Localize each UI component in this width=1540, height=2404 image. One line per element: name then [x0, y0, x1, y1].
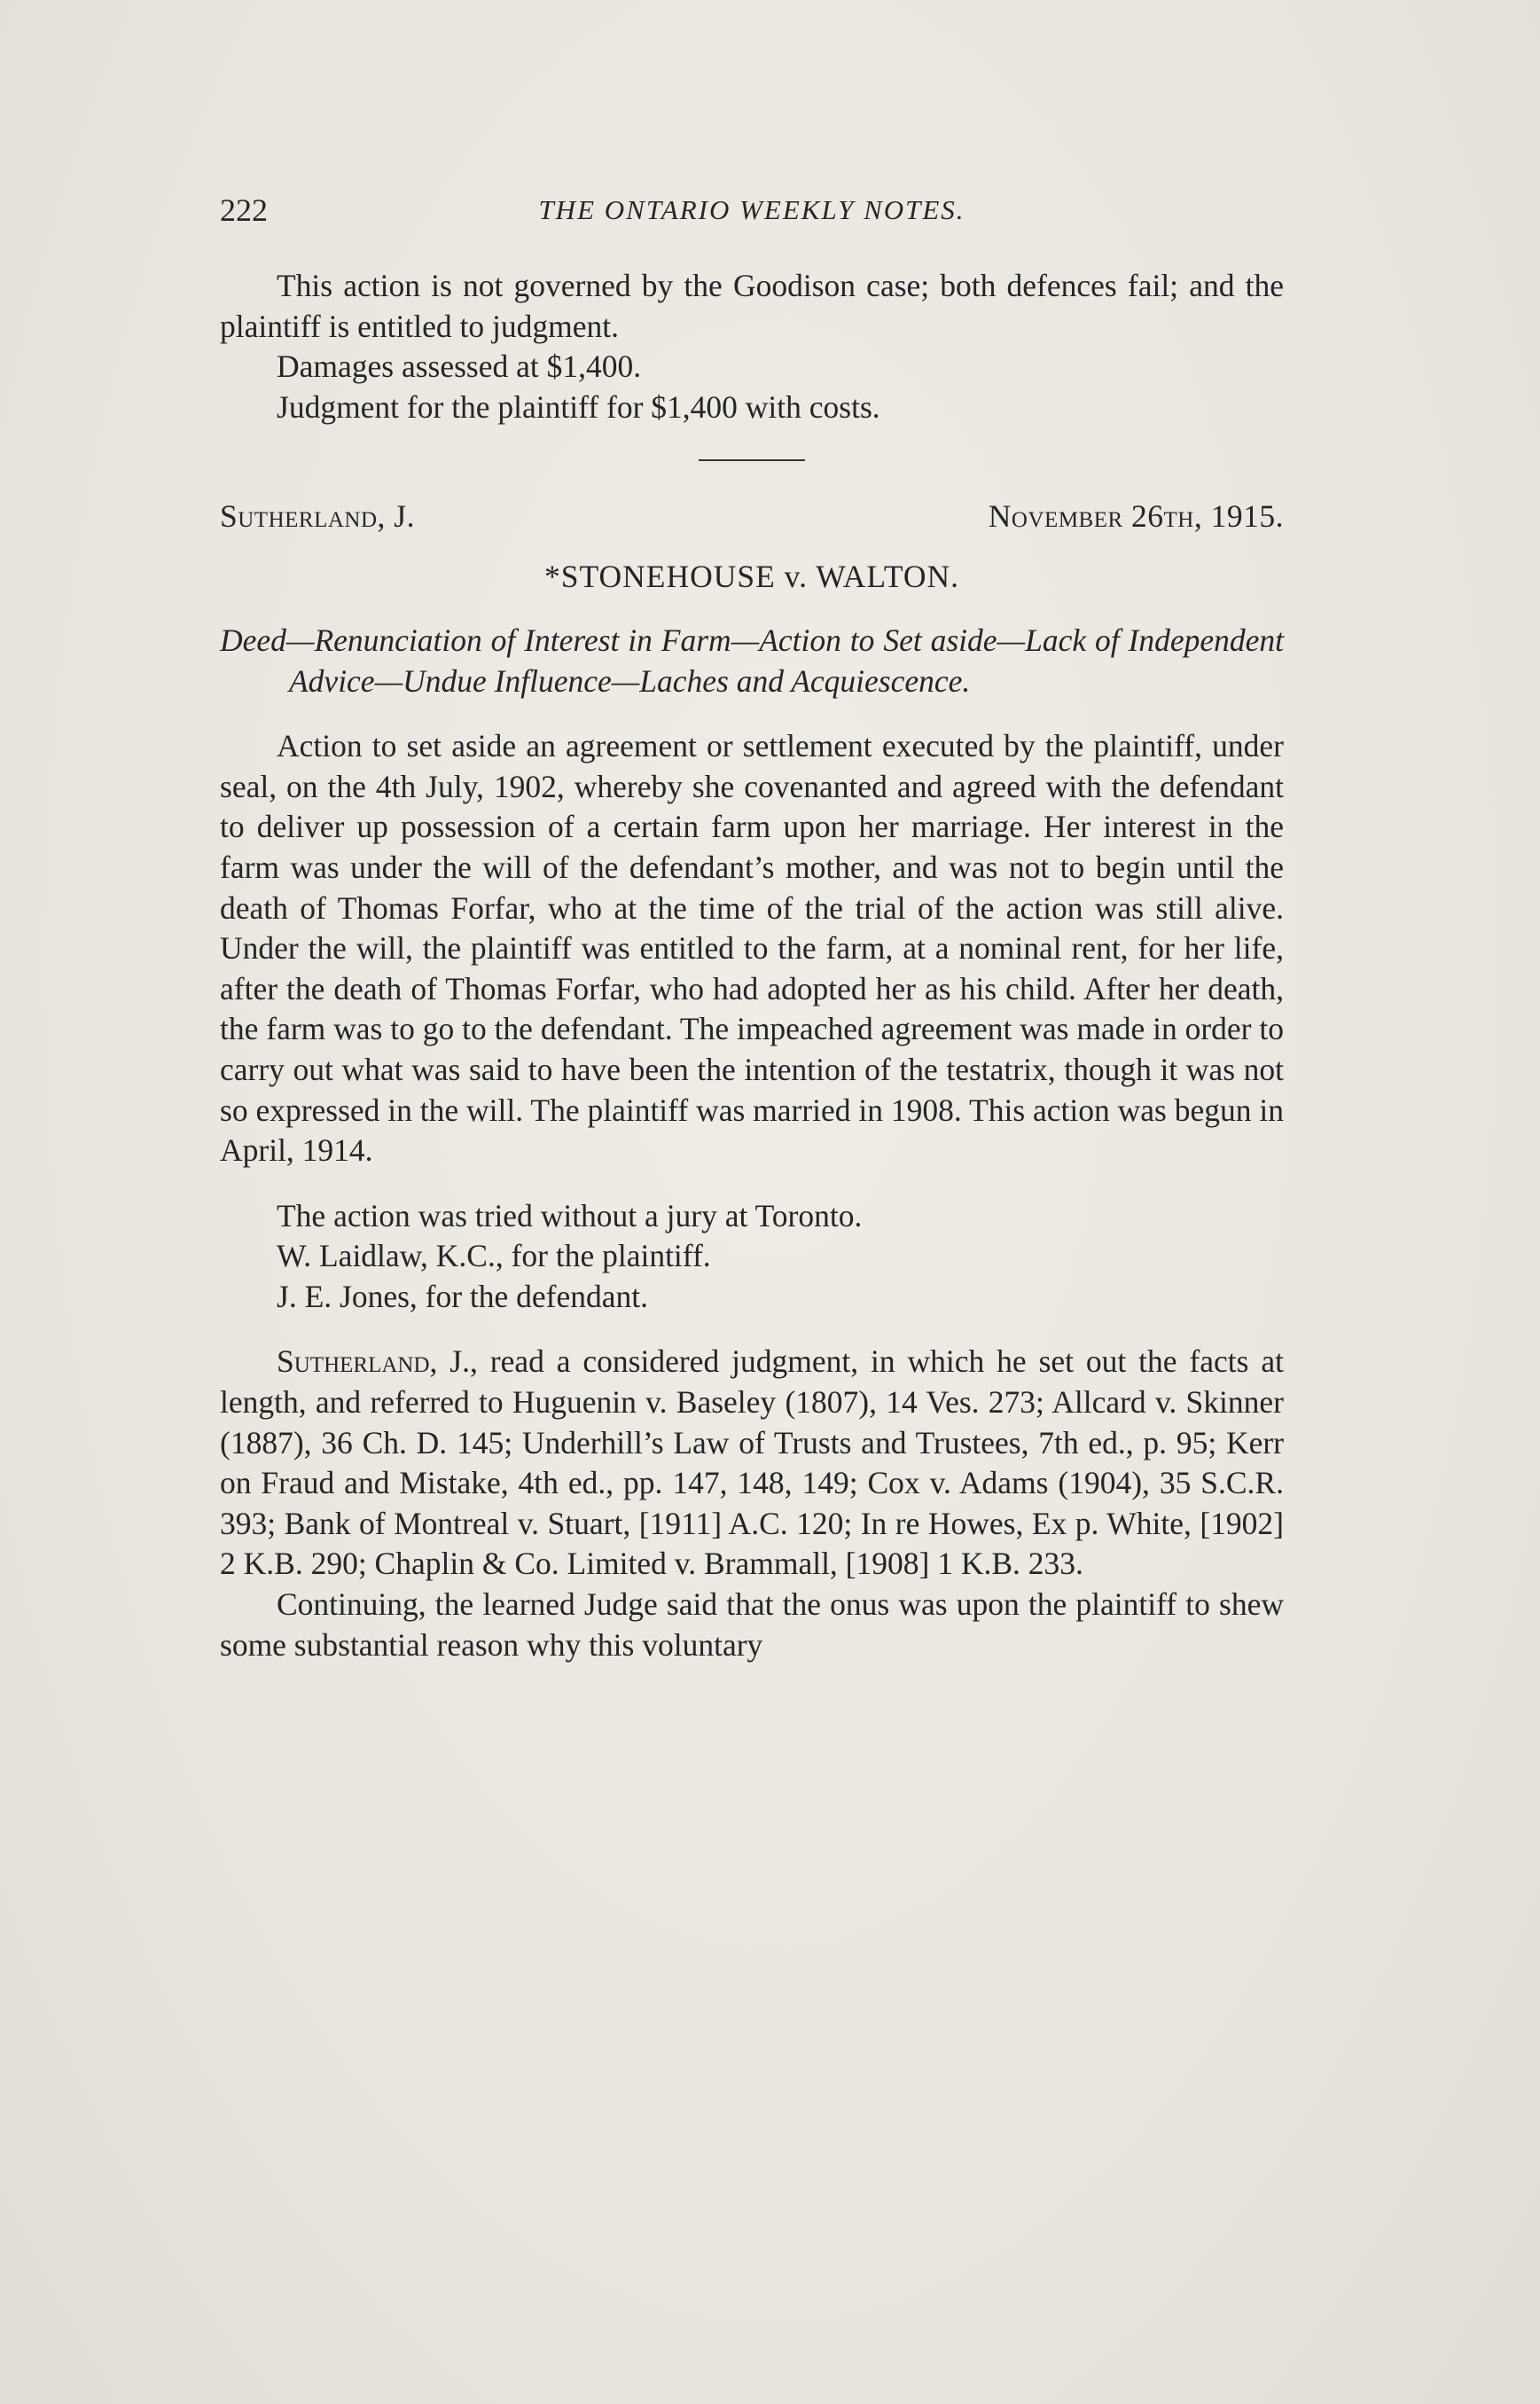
running-title: THE ONTARIO WEEKLY NOTES.	[538, 194, 965, 225]
judge-date-line	[220, 497, 1284, 537]
section-divider	[699, 459, 805, 461]
judgment-paragraph	[220, 1342, 1284, 1585]
judgment-text: , read a considered judgment, in which he set out the facts at length, and referred to Huguenin v. Baseley (1807), 14 Ves. 273; Allcard v. Skinner (1887), 36 Ch. D. 145; Underhill’s Law of Trusts and Trustees, 7th ed., p. 95; Kerr on Fraud and Mistake, 4th ed., pp. 147, 148, 149; Cox v. Adams (1904), 35 S.C.R. 393; Bank of Montreal v. Stuart, [1911] A.C. 120; In re Howes, Ex p. White, [1902] 2 K.B. 290; Chaplin & Co. Limited v. Brammall, [1908] 1 K.B. 233.	[220, 1343, 1284, 1582]
previous-case-paragraph: Damages assessed at $1,400.	[277, 348, 642, 385]
catchwords: Deed—Renunciation of Interest in Farm—Action to Set aside—Lack of Independent Advice—Undue Influence—Laches and Acquiescence.	[220, 622, 1284, 699]
continuing-paragraph: Continuing, the learned Judge said that the onus was upon the plaintiff to shew some substantial reason why this voluntary	[220, 1586, 1284, 1663]
trial-note: The action was tried without a jury at Toronto.	[277, 1197, 863, 1233]
page-body	[220, 266, 1284, 1665]
previous-case-paragraph: Judgment for the plaintiff for $1,400 with costs.	[277, 388, 880, 425]
counsel-defendant: J. E. Jones, for the defendant.	[277, 1278, 648, 1314]
decision-date: November 26th, 1915.	[988, 498, 1284, 535]
case-title: *STONEHOUSE v. WALTON.	[543, 559, 960, 595]
judgment-judge: Sutherland, J.	[277, 1343, 470, 1380]
previous-case-paragraph: This action is not governed by the Goodison case; both defences fail; and the plaintiff is entitled to judgment.	[220, 268, 1284, 344]
page-number: 222	[220, 192, 268, 228]
case-statement: Action to set aside an agreement or settlement executed by the plaintiff, under seal, on the 4th July, 1902, whereby she covenanted and agreed with the defendant to deliver up possession of a certain farm upon her marriage. Her interest in the farm was under the will of the defendant’s mother, and was not to begin until the death of Thomas Forfar, who at the time of the trial of the action was still alive. Under the will, the plaintiff was entitled to the farm, at a nominal rent, for her life, after the death of Thomas Forfar, who had adopted her as his child. After her death, the farm was to go to the defendant. The impeached agreement was made in order to carry out what was said to have been the intention of the testatrix, though it was not so expressed in the will. The plaintiff was married in 1908. This action was begun in April, 1914.	[220, 728, 1284, 1169]
counsel-plaintiff: W. Laidlaw, K.C., for the plaintiff.	[277, 1238, 711, 1274]
page-header	[220, 188, 1284, 232]
judge-name: Sutherland, J.	[220, 498, 415, 535]
